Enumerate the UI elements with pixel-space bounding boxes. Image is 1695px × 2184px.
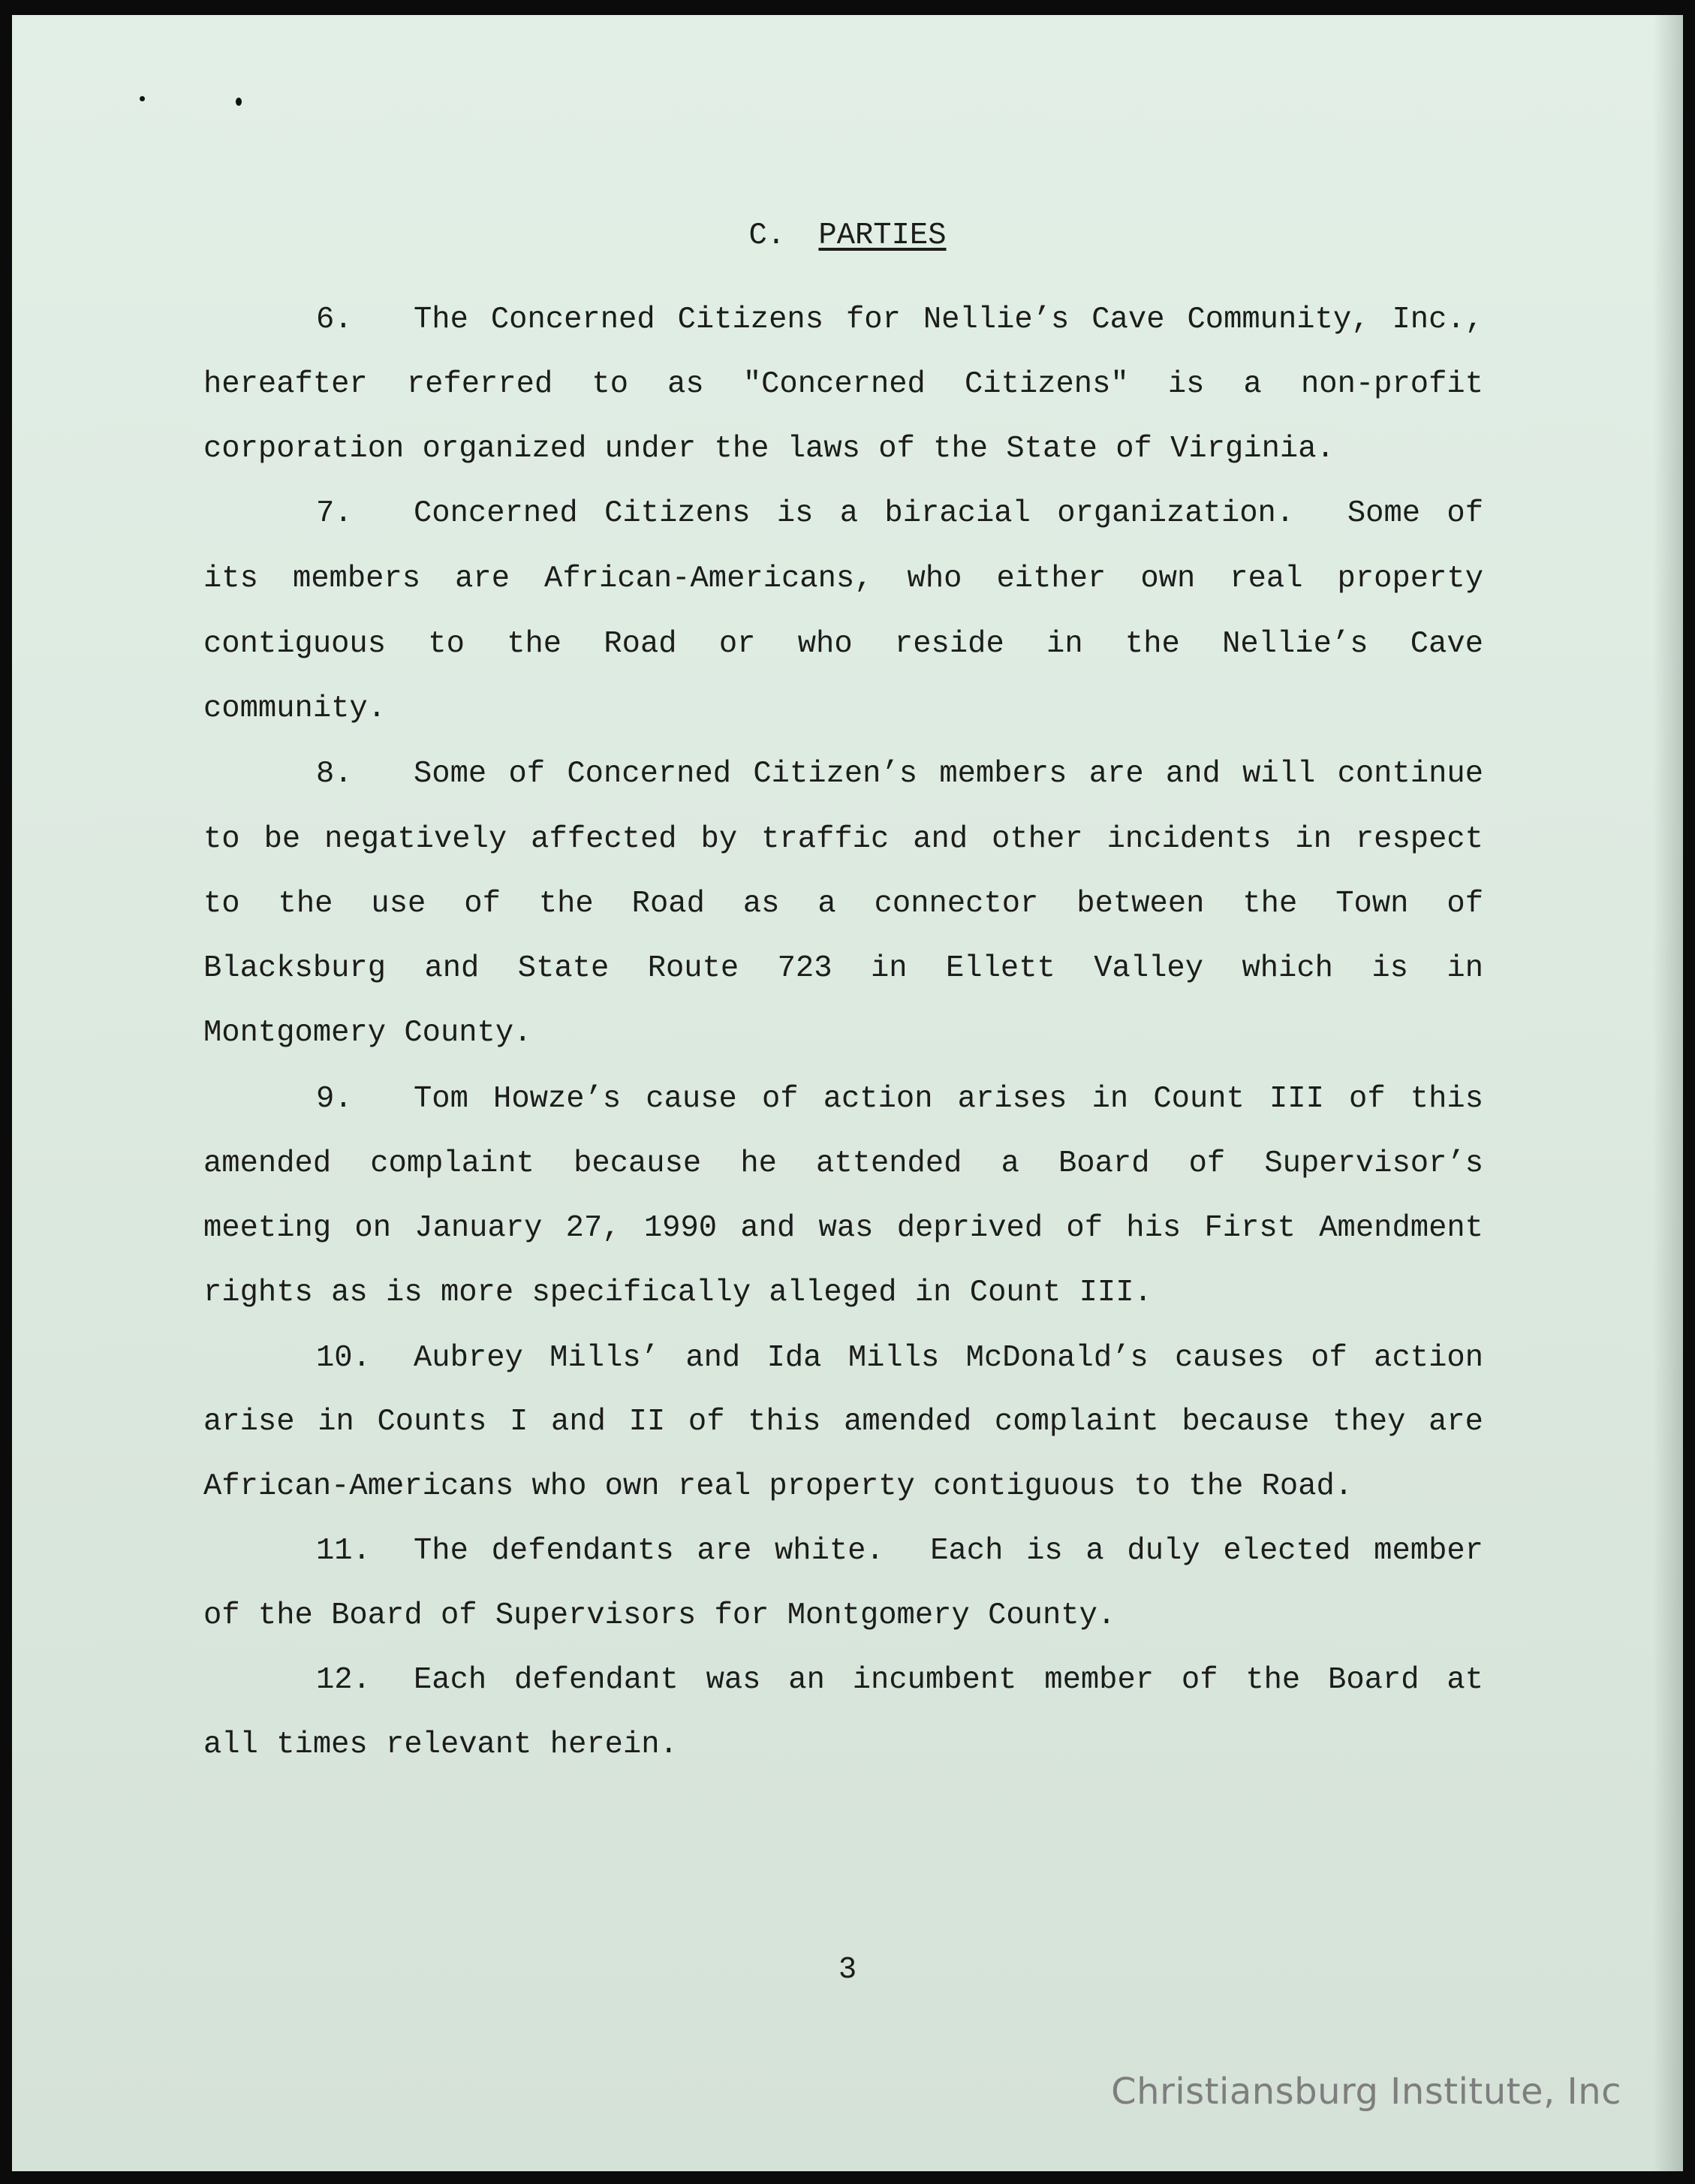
paragraph-line: African-Americans who own real property contiguous to the Road.: [203, 1469, 1353, 1504]
paragraph-number: 10.: [316, 1341, 371, 1375]
paragraph-number: 11.: [316, 1534, 371, 1568]
paragraph-text: Aubrey Mills’ and Ida Mills McDonald’s causes of action: [414, 1341, 1483, 1375]
paragraph-line: Montgomery County.: [203, 1016, 532, 1050]
paragraph-number: 9.: [316, 1082, 353, 1116]
paragraph-line: to be negatively affected by traffic and other incidents in respect: [203, 822, 1483, 857]
paragraph-line: of the Board of Supervisors for Montgomery County.: [203, 1598, 1116, 1633]
paragraph-text: The defendants are white. Each is a duly elected member: [414, 1534, 1483, 1568]
paragraph-line: [203, 1081, 1483, 1117]
paragraph-number: 6.: [316, 303, 353, 337]
paragraph-text: Tom Howze’s cause of action arises in Count III of this: [414, 1082, 1483, 1116]
paragraph-number: 8.: [316, 757, 353, 791]
paragraph-line: all times relevant herein.: [203, 1728, 678, 1762]
paragraph-text: The Concerned Citizens for Nellie’s Cave Community, Inc.,: [414, 303, 1483, 337]
paragraph-line: [203, 756, 1483, 792]
document-body: [12, 15, 1683, 2171]
watermark-text: Christiansburg Institute, Inc: [1111, 2071, 1621, 2113]
paragraph-line: to the use of the Road as a connector between the Town of: [203, 887, 1483, 921]
paragraph-text: Each defendant was an incumbent member of the Board at: [414, 1663, 1483, 1697]
section-title: PARTIES: [818, 218, 947, 253]
paragraph-line: community.: [203, 691, 387, 726]
paragraph-line: amended complaint because he attended a Board of Supervisor’s: [203, 1146, 1483, 1181]
paragraph-number: 7.: [316, 496, 353, 531]
paragraph-text: Some of Concerned Citizen’s members are and will continue: [414, 757, 1483, 791]
paragraph-line: [203, 1533, 1483, 1569]
paragraph-line: [203, 302, 1483, 338]
section-letter: C.: [748, 218, 786, 253]
paragraph-line: meeting on January 27, 1990 and was deprived of his First Amendment: [203, 1211, 1483, 1246]
paragraph-line: [203, 1340, 1483, 1376]
paragraph-line: [203, 1662, 1483, 1698]
paragraph-line: [203, 496, 1483, 532]
section-heading: [12, 218, 1683, 254]
paragraph-line: rights as is more specifically alleged in Count III.: [203, 1276, 1152, 1310]
paragraph-line: corporation organized under the laws of the State of Virginia.: [203, 432, 1335, 466]
page-number: 3: [838, 1953, 857, 1987]
document-page: [12, 15, 1683, 2171]
paragraph-line: arise in Counts I and II of this amended complaint because they are: [203, 1405, 1483, 1439]
paragraph-line: hereafter referred to as "Concerned Citizens" is a non-profit: [203, 367, 1483, 402]
paragraph-line: contiguous to the Road or who reside in the Nellie’s Cave: [203, 627, 1483, 661]
paragraph-line: Blacksburg and State Route 723 in Ellett Valley which is in: [203, 951, 1483, 986]
paragraph-line: its members are African-Americans, who either own real property: [203, 562, 1483, 596]
paragraph-number: 12.: [316, 1663, 371, 1697]
paragraph-text: Concerned Citizens is a biracial organization. Some of: [414, 496, 1483, 531]
